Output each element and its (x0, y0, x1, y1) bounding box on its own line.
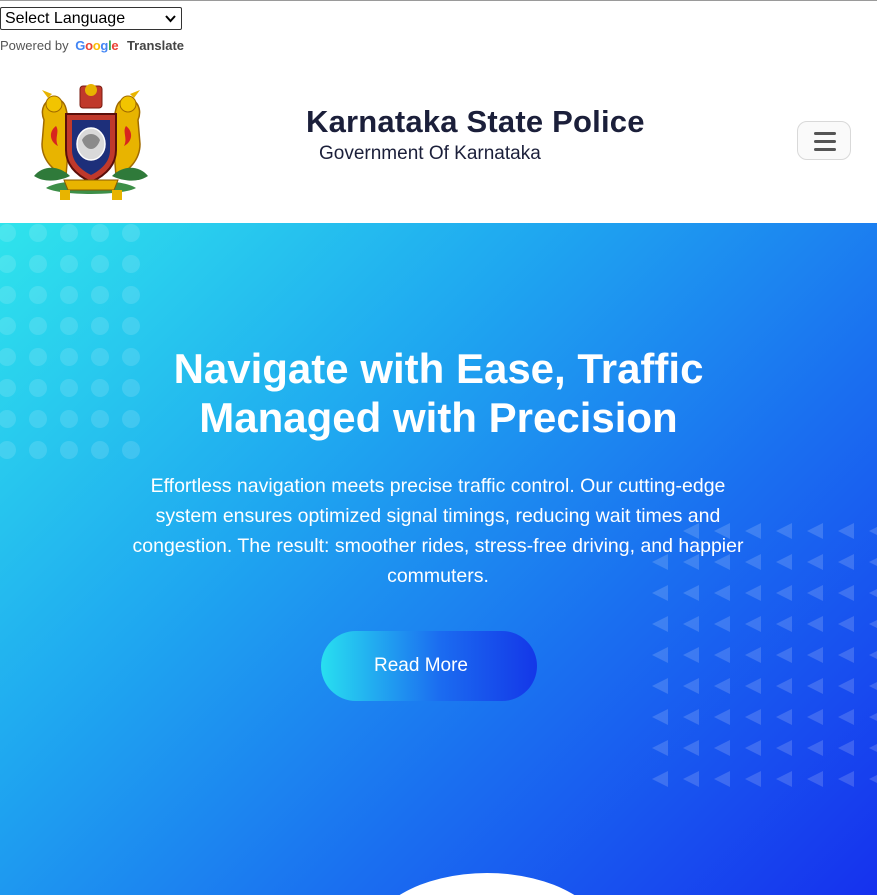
decor-dot (0, 224, 16, 242)
decor-triangle (714, 709, 730, 725)
decor-triangle (869, 616, 877, 632)
decor-dot (122, 286, 140, 304)
decor-triangle (807, 678, 823, 694)
google-letter: G (75, 38, 86, 53)
decor-dot (29, 255, 47, 273)
hero-description-line: commuters. (387, 565, 489, 587)
decor-triangle (745, 678, 761, 694)
decor-triangle (776, 523, 792, 539)
decor-triangle (776, 740, 792, 756)
hero-title-line-2: Managed with Precision (199, 394, 678, 441)
bottom-wave (367, 873, 607, 895)
decor-dot (0, 317, 16, 335)
google-logo[interactable] (75, 37, 118, 55)
decor-triangle (683, 678, 699, 694)
decor-triangle (776, 647, 792, 663)
decor-triangle (807, 771, 823, 787)
decor-triangle (838, 771, 854, 787)
decor-triangle (776, 616, 792, 632)
decor-triangle (683, 709, 699, 725)
decor-dot (91, 317, 109, 335)
decor-triangle (652, 647, 668, 663)
decor-triangle (776, 709, 792, 725)
decor-dot (122, 441, 140, 459)
decor-triangle (652, 740, 668, 756)
decor-dot (29, 441, 47, 459)
powered-by-google-translate (0, 37, 184, 55)
decor-triangle (838, 740, 854, 756)
hero-description (118, 471, 758, 591)
decor-triangle (745, 740, 761, 756)
language-select[interactable] (0, 7, 182, 30)
hero-title-line-1: Navigate with Ease, Traffic (173, 345, 704, 392)
decor-triangle (652, 771, 668, 787)
powered-by-label: Powered by (0, 38, 69, 53)
decor-triangle (652, 678, 668, 694)
decor-triangle (869, 709, 877, 725)
decor-triangle (807, 647, 823, 663)
decor-triangle (869, 771, 877, 787)
google-letter: e (111, 38, 119, 53)
google-letter: l (108, 38, 112, 53)
decor-triangle (869, 647, 877, 663)
decor-triangle (807, 523, 823, 539)
decor-triangle (838, 647, 854, 663)
decor-triangle (776, 771, 792, 787)
decor-triangle (776, 554, 792, 570)
hero-description-line: system ensures optimized signal timings, reducing wait times and (155, 505, 721, 527)
google-letter: o (85, 38, 93, 53)
decor-dot (60, 286, 78, 304)
decor-triangle (869, 554, 877, 570)
decor-dot (29, 224, 47, 242)
decor-dot (122, 224, 140, 242)
decor-triangle (869, 678, 877, 694)
top-border (0, 0, 877, 1)
decor-triangle (776, 678, 792, 694)
google-letter: g (100, 38, 109, 53)
decor-triangle (652, 709, 668, 725)
translate-label: Translate (126, 38, 185, 53)
decor-triangle (807, 554, 823, 570)
decor-dot (29, 286, 47, 304)
decor-triangle (807, 585, 823, 601)
decor-dot (91, 224, 109, 242)
decor-triangle (745, 771, 761, 787)
decor-triangle (869, 523, 877, 539)
decor-triangle (838, 616, 854, 632)
decor-triangle (838, 709, 854, 725)
decor-triangle (869, 585, 877, 601)
decor-dot (91, 255, 109, 273)
karnataka-emblem-icon[interactable] (30, 80, 152, 204)
hero-banner (0, 223, 877, 895)
decor-triangle (714, 771, 730, 787)
decor-dot (60, 441, 78, 459)
decor-triangle (683, 740, 699, 756)
decor-dot (0, 286, 16, 304)
chevron-down-icon (165, 14, 176, 23)
decor-triangle (807, 709, 823, 725)
decor-triangle (683, 647, 699, 663)
decor-triangle (745, 616, 761, 632)
decor-dot (0, 441, 16, 459)
read-more-button[interactable]: Read More (321, 631, 537, 701)
decor-triangle (683, 616, 699, 632)
decor-dot (0, 255, 16, 273)
decor-triangle (838, 554, 854, 570)
decor-triangle (807, 616, 823, 632)
decor-triangle (776, 585, 792, 601)
decor-triangle (869, 740, 877, 756)
decor-triangle (714, 616, 730, 632)
decor-dot (60, 224, 78, 242)
decor-triangle (714, 740, 730, 756)
decor-triangle (838, 523, 854, 539)
decor-dot (29, 317, 47, 335)
decor-dot (91, 286, 109, 304)
decor-triangle (745, 709, 761, 725)
site-subtitle: Government Of Karnataka (319, 143, 541, 164)
decor-triangle (745, 647, 761, 663)
menu-button[interactable] (797, 121, 851, 160)
hero-title (0, 344, 877, 442)
site-title: Karnataka State Police (306, 104, 645, 139)
decor-triangle (652, 616, 668, 632)
google-letter: o (92, 38, 101, 53)
hero-description-line: Effortless navigation meets precise traffic control. Our cutting-edge (150, 475, 726, 497)
language-select-value: Select Language (5, 10, 126, 27)
decor-triangle (838, 585, 854, 601)
decor-dot (60, 317, 78, 335)
decor-triangle (714, 647, 730, 663)
decor-dot (122, 255, 140, 273)
hero-description-line: congestion. The result: smoother rides, stress-free driving, and happier (132, 535, 744, 557)
decor-dot (60, 255, 78, 273)
decor-triangle (683, 771, 699, 787)
decor-triangle (714, 678, 730, 694)
decor-dot (122, 317, 140, 335)
decor-dot (91, 441, 109, 459)
decor-triangle (838, 678, 854, 694)
decor-triangle (807, 740, 823, 756)
